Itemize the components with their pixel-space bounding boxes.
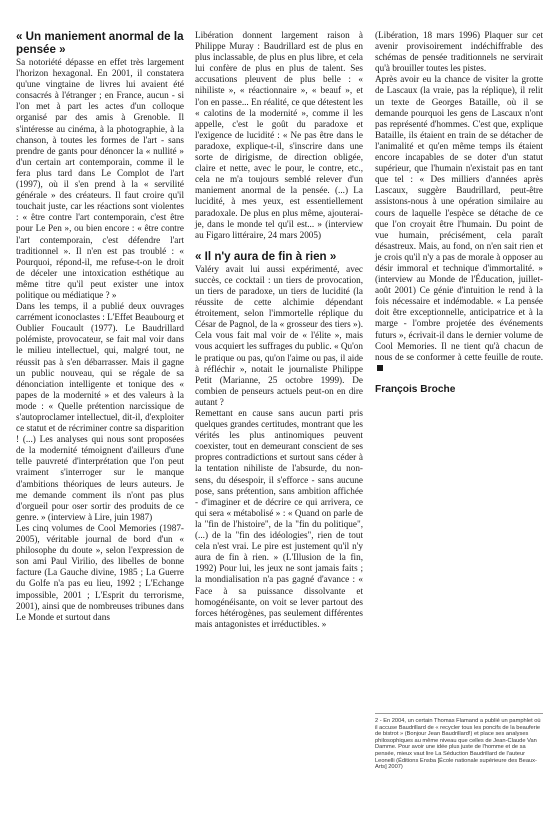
- column-3: [375, 30, 543, 395]
- paragraph: Les cinq volumes de Cool Memories (1987-2005), véritable journal de bord d'un « philosophe du doute », selon l'expression de son ami Paul Virilio, des libelles de bonne facture (La Gauche divine, 1985 ; La Guerre du Golfe n'a pas eu lieu, 1992 ; L'Echange impossible, 2001 ; L'Esprit du terrorisme, 2001), ainsi que de nombreuses tribunes dans Le Monde et surtout dans: [16, 522, 184, 622]
- author-signature: François Broche: [375, 383, 456, 395]
- paragraph: Sa notoriété dépasse en effet très largement l'horizon hexagonal. En 2001, il constatera qu'une vingtaine de livres lui avaient été consacrés à l'étranger ; en France, aucun - si l'on met à part les actes d'un colloque organisé par des amis à Grenoble. Il s'intéresse au cinéma, à la photographie, à la chanson, à toutes les formes de l'art - sans prendre de gants pour dénoncer la « nullité » d'un certain art contemporain, comme il le fera plus tard dans Le Complot de l'art (1997), où il s'en prend à la « servilité générale » des créateurs. Il faut croire qu'il touchait juste, car les réactions sont violentes : « être contre l'art contemporain, c'est être pour Le Pen », ou bien encore : « être contre l'art contemporain, c'est défendre l'art traditionnel ». Il n'en est pas troublé : « Pourquoi, répond-il, me refuse-t-on le droit de déceler une intoxication esthétique au même titre qu'il peut exister une intox politique ou médiatique ? »: [16, 57, 184, 300]
- paragraph: [375, 74, 543, 374]
- end-of-article-mark: [377, 365, 383, 371]
- paragraph: (Libération, 18 mars 1996) Plaquer sur cet avenir provisoirement indéchiffrable des schémas de pensée traditionnels ne servirait qu'à brouiller toutes les pistes.: [375, 30, 543, 74]
- column-1: [16, 30, 184, 623]
- section-heading-2: « Il n'y aura de fin à rien »: [195, 249, 337, 263]
- spacer: [195, 241, 363, 250]
- paragraph: Libération donnent largement raison à Philippe Muray : Baudrillard est de plus en plus inclassable, de plus en plus libre, et cela lui confère de plus en plus de talent. Ses accusations pleuvent de plus belle : « nihiliste », « réactionnaire », « beauf », et l'on en passe... En réalité, ce que détestent les « calotins de la modernité », comme il les appelle, c'est le goût du paradoxe et l'exigence de lucidité : « Ne pas être dans le paradoxe, explique-t-il, s'inscrire dans une sorte de dirigisme, de direction obligée, claire et nette, avec le pour, le contre, etc., cela ne m'a toujours semblé relever d'un maniement anormal de la pensée. (...) La lucidité, à mes yeux, est essentiellement paradoxale. De plus en plus même, ajouterai-je, dans le monde tel qu'il est... » (interview au Figaro littéraire, 24 mars 2005): [195, 30, 363, 240]
- paragraph: Dans les temps, il a publié deux ouvrages carrément iconoclastes : L'Effet Beaubourg et Oublier Foucault (1977). Le Baudrillard polémiste, provocateur, se fait mal voir dans le milieu intellectuel, qui, malgré tout, ne réussit pas à s'en débarrasser. Mais il gagne un public nouveau, qui se régale de sa dénonciation intelligente et tonique des « papes de la modernité » et des valeurs à la mode : « Quelle prétention narcissique de s'autoproclamer intellectuel, dit-il, d'exploiter ce statut et de récriminer contre sa disparition ! (...) Les analyses qui nous sont proposées de la modernité témoignent d'ailleurs d'une telle pauvreté d'interprétation que l'on peut vraiment s'interroger sur le manque d'ambitions théoriques de leurs auteurs. Je me demande comment ils n'ont pas plus d'orgueil pour oser sortir des produits de ce genre. » (interview à Lire, juin 1987): [16, 301, 184, 522]
- paragraph: Valéry avait lui aussi expérimenté, avec succès, ce cocktail : un tiers de provocation, un tiers de paradoxe, un tiers de lucidité (la réussite de cette alchimie dépendant étroitement, selon l'immortelle réplique du César de Pagnol, de la « grosseur des tiers »). Cela vous fait mal voir de « l'élite », mais vous acquiert les suffrages du public. « Qu'on le pratique ou pas, qu'on l'aime ou pas, il aide à réfléchir », notait le journaliste Philippe Petit (Marianne, 25 octobre 1999). De combien de penseurs actuels peut-on en dire autant ?: [195, 263, 363, 407]
- footnote: 2 - En 2004, un certain Thomas Flamand a publié un pamphlet où il accuse Baudrillard de « recycler tous les poncifs de la beauferie de bistrot » (Bonjour Jean Baudrillard!) et place ses analyses philosophiques au même niveau que celles de Jean-Claude Van Damme. Pour avoir une idée plus juste de l'homme et de sa pensée, mieux vaut lire La Séduction Baudrillard de l'auteur Leonelli (Éditions Ensba [École nationale supérieure des Beaux-Arts] 2007): [375, 713, 543, 771]
- paragraph-text: Après avoir eu la chance de visiter la grotte de Lascaux (la vraie, pas la réplique), il relit un texte de Georges Bataille, où il se demande pourquoi les gens de Lascaux n'ont pas représenté d'hommes. C'est que, explique Bataille, ils étaient en train de se détacher de l'animalité et qu'en même temps ils étaient encore incapables de se doter d'un statut supérieur, que l'humain n'existait pas en tant que tel : « Des milliers d'années après Lascaux, suggère Baudrillard, peut-être assistons-nous à une opération similaire au cours de laquelle l'espèce se détache de ce que l'on croyait être l'humain. Du point de vue humain, précisément, cela paraît désastreux. Mais, au fond, on n'en sait rien et je crois qu'il n'y a pas de morale à opposer au désir immoral et technique d'immortalité. » (interview au Monde de l'Éducation, juillet-août 2001) Ce génie d'intuition le rend à la fois nécessaire et indémodable. « La pensée doit être exceptionnelle, anticipatrice et à la marge - l'ombre projetée des événements futurs », écrivait-il dans le dernier volume de Cool Memories. Il ne tient qu'à chacun de nous de se conformer à cette feuille de route.: [375, 74, 543, 362]
- paragraph: Remettant en cause sans aucun parti pris quelques grandes certitudes, montrant que les vérités les plus antinomiques peuvent coexister, tout en demeurant conscient de ses propres contradictions et surtout sans céder à la tentation nihiliste de l'absurde, du non-sens, du désespoir, il s'efforce - sans aucune pose, sans prétention, sans ambition affichée - d'imaginer et de décrire ce qui arrivera, ce qui sera « métabolisé » : « Quand on parle de la "fin de l'histoire", de la "fin du politique", (...) de la "fin des idéologies", rien de tout cela n'est vrai. Le pire est justement qu'il n'y aura de fin à rien. » (L'Illusion de la fin, 1992) Pour lui, les jeux ne sont jamais faits ; la mondialisation n'a pas gagné d'avance : « Face à sa puissance dissolvante et homogénéisante, on voit se lever partout des forces hétérogènes, pas seulement différentes mais antagonistes et irréductibles. »: [195, 408, 363, 629]
- section-heading-1: « Un maniement anormal de la pensée »: [16, 30, 184, 56]
- column-2: [195, 30, 363, 630]
